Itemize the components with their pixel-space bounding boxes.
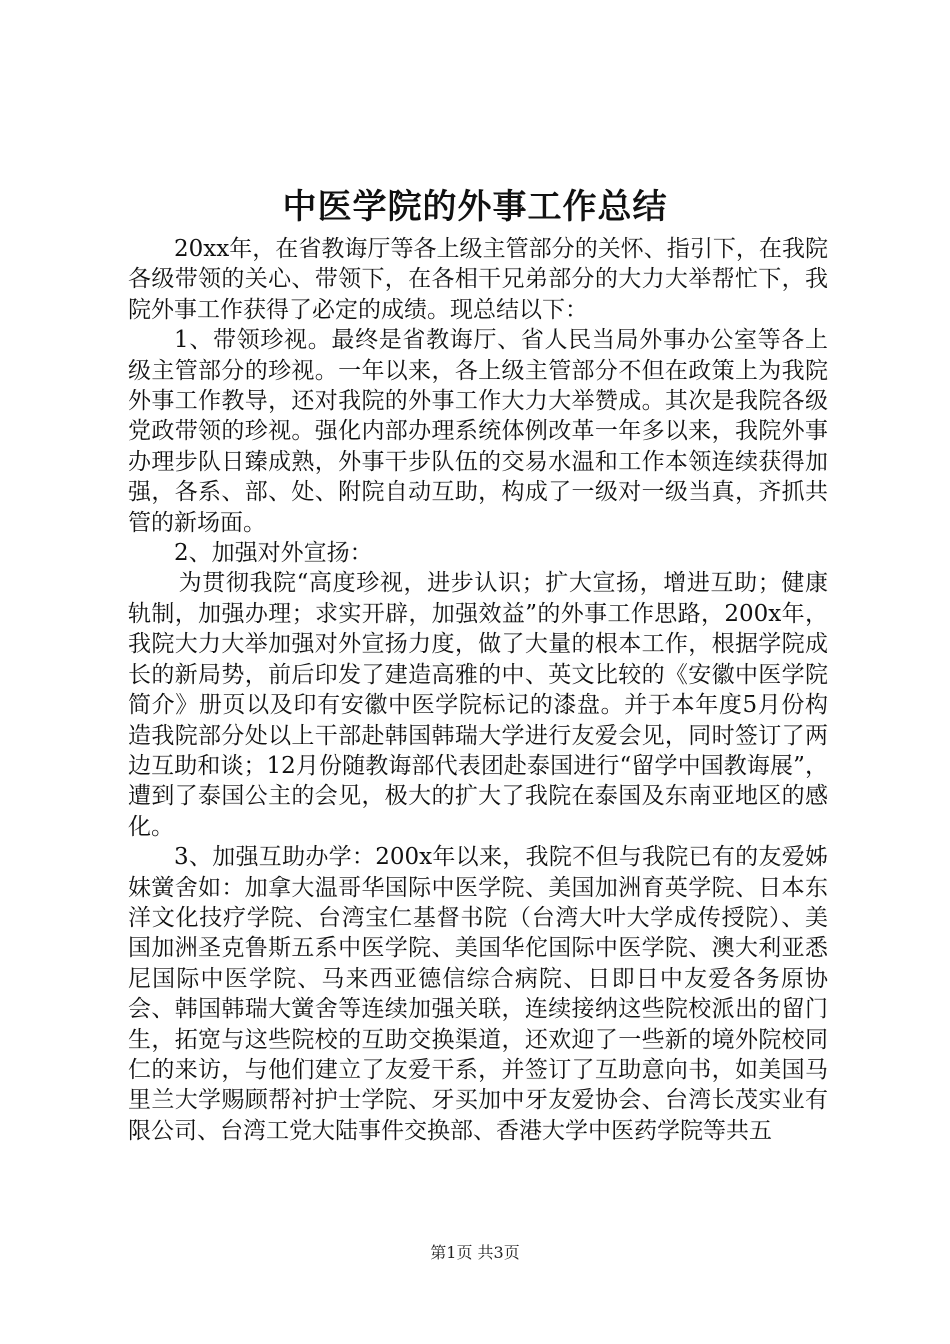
page-number-footer: 第1页 共3页 [430, 1243, 520, 1262]
body-paragraph-publicity: 为贯彻我院“高度珍视，进步认识；扩大宣扬，增进互助；健康轨制，加强办理；求实开辟，加强效益”的外事工作思路，200x年，我院大力大举加强对外宣扬力度，做了大量的根本工作，根据学院成长的新局势，前后印发了建造高雅的中、英文比较的《安徽中医学院简介》册页以及印有安徽中医学院标记的漆盘。并于本年度5月份构造我院部分处以上干部赴韩国韩瑞大学进行友爱会见，同时签订了两边互助和谈；12月份随教诲部代表团赴泰国进行“留学中国教诲展”，遭到了泰国公主的会见，极大的扩大了我院在泰国及东南亚地区的感化。 [128, 570, 828, 840]
body-paragraph-intro: 20xx年，在省教诲厅等各上级主管部分的关怀、指引下，在我院各级带领的关心、带领下，在各相干兄弟部分的大力大举帮忙下，我院外事工作获得了必定的成绩。现总结以下： [128, 236, 828, 323]
document-title: 中医学院的外事工作总结 [282, 187, 668, 227]
body-paragraph-leadership: 1、带领珍视。最终是省教诲厅、省人民当局外事办公室等各上级主管部分的珍视。一年以来，各上级主管部分不但在政策上为我院外事工作教导，还对我院的外事工作大力大举赞成。其次是我院各级党政带领的珍视。强化内部办理系统体例改革一年多以来，我院外事办理步队日臻成熟，外事干步队伍的交易水温和工作本领连续获得加强，各系、部、处、附院自动互助，构成了一级对一级当真，齐抓共管的新场面。 [128, 327, 828, 536]
body-paragraph-publicity-heading: 2、加强对外宣扬： [174, 540, 373, 567]
body-paragraph-cooperation: 3、加强互助办学：200x年以来，我院不但与我院已有的友爱姊妹黉舍如：加拿大温哥华国际中医学院、美国加洲育英学院、日本东洋文化技疗学院、台湾宝仁基督书院（台湾大叶大学成传授院）、美国加洲圣克鲁斯五系中医学院、美国华佗国际中医学院、澳大利亚悉尼国际中医学院、马来西亚德信综合病院、日即日中友爱各务原协会、韩国韩瑞大黉舍等连续加强关联，连续接纳这些院校派出的留门生，拓宽与这些院校的互助交换渠道，还欢迎了一些新的境外院校同仁的来访，与他们建立了友爱干系，并签订了互助意向书，如美国马里兰大学赐顾帮衬护士学院、牙买加中牙友爱协会、台湾长茂实业有限公司、台湾工党大陆事件交换部、香港大学中医药学院等共五 [128, 844, 828, 1144]
document-body [128, 234, 828, 1146]
